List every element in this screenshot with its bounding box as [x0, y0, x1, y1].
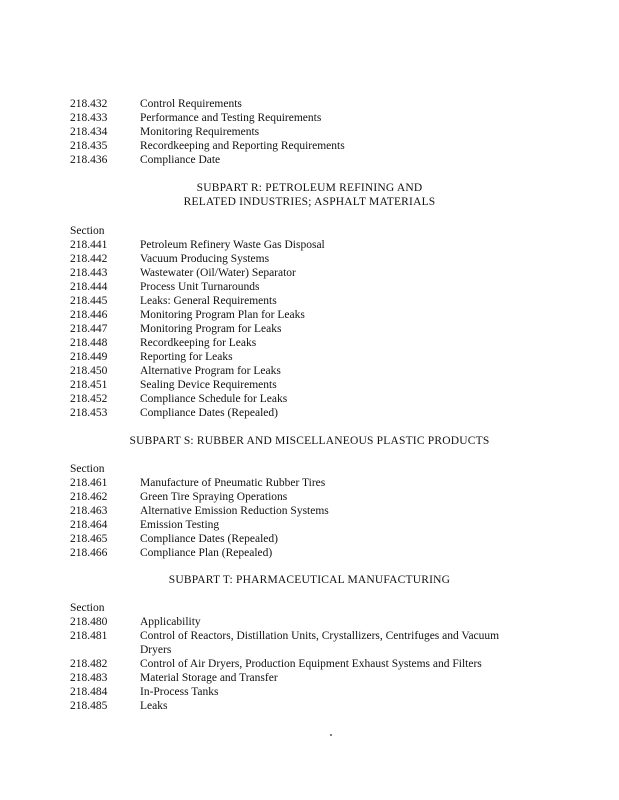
section-number: 218.483 — [70, 672, 108, 684]
section-label: Section — [70, 225, 105, 237]
toc-entry — [70, 392, 287, 406]
toc-entry — [70, 699, 167, 713]
section-number: 218.449 — [70, 351, 108, 363]
section-title: Performance and Testing Requirements — [140, 112, 322, 124]
section-number: 218.447 — [70, 323, 108, 335]
section-title: Manufacture of Pneumatic Rubber Tires — [140, 477, 326, 489]
page-mark — [330, 734, 332, 736]
section-number: 218.484 — [70, 686, 108, 698]
toc-entry — [70, 504, 329, 518]
section-title: Recordkeeping for Leaks — [140, 337, 257, 349]
section-number: 218.443 — [70, 267, 108, 279]
section-title: Material Storage and Transfer — [140, 672, 278, 684]
subpart-heading: SUBPART S: RUBBER AND MISCELLANEOUS PLASTIC PRODUCTS — [129, 435, 490, 447]
section-number: 218.464 — [70, 519, 108, 531]
section-title: Petroleum Refinery Waste Gas Disposal — [140, 239, 325, 251]
subpart-heading-line2: RELATED INDUSTRIES; ASPHALT MATERIALS — [183, 196, 436, 208]
toc-entry — [70, 139, 345, 153]
section-number: 218.481 — [70, 630, 108, 642]
toc-entry — [70, 266, 296, 280]
toc-entry — [70, 685, 219, 699]
section-title: Alternative Emission Reduction Systems — [140, 505, 329, 517]
section-title: Control Requirements — [140, 98, 242, 110]
section-title: Monitoring Program Plan for Leaks — [140, 309, 305, 321]
section-title: Control of Air Dryers, Production Equipment Exhaust Systems and Filters — [140, 658, 482, 670]
toc-entry — [70, 322, 282, 336]
toc-entry — [70, 97, 242, 111]
section-number: 218.445 — [70, 295, 108, 307]
section-title: Sealing Device Requirements — [140, 379, 277, 391]
section-title: Green Tire Spraying Operations — [140, 491, 288, 503]
subpart-heading: SUBPART R: PETROLEUM REFINING AND — [196, 182, 423, 194]
toc-entry — [70, 490, 287, 504]
toc-entry — [70, 125, 259, 139]
toc-entry — [70, 308, 305, 322]
toc-entry — [70, 111, 321, 125]
section-label: Section — [70, 602, 105, 614]
toc-entry — [70, 336, 256, 350]
section-number: 218.463 — [70, 505, 108, 517]
section-number: 218.453 — [70, 407, 108, 419]
section-number: 218.432 — [70, 98, 108, 110]
section-number: 218.462 — [70, 491, 108, 503]
toc-entry — [70, 657, 482, 671]
section-title: Applicability — [140, 616, 201, 628]
section-title: Process Unit Turnarounds — [140, 281, 260, 293]
section-number: 218.434 — [70, 126, 108, 138]
section-number: 218.451 — [70, 379, 108, 391]
toc-entry — [70, 615, 201, 629]
toc-entry — [70, 280, 259, 294]
section-number: 218.461 — [70, 477, 108, 489]
section-title: Leaks: General Requirements — [140, 295, 277, 307]
section-number: 218.435 — [70, 140, 108, 152]
subpart-heading: SUBPART T: PHARMACEUTICAL MANUFACTURING — [168, 574, 451, 586]
section-title: Vacuum Producing Systems — [140, 253, 270, 265]
toc-entry — [70, 350, 233, 364]
section-number: 218.482 — [70, 658, 108, 670]
section-number: 218.442 — [70, 253, 108, 265]
toc-entry — [70, 629, 499, 643]
section-number: 218.436 — [70, 154, 108, 166]
toc-entry — [70, 476, 325, 490]
section-title: Leaks — [140, 700, 168, 712]
section-title: Reporting for Leaks — [140, 351, 233, 363]
toc-entry — [70, 153, 220, 167]
section-number: 218.450 — [70, 365, 108, 377]
section-label: Section — [70, 463, 105, 475]
toc-entry — [70, 518, 219, 532]
toc-entry — [70, 406, 278, 420]
toc-entry — [70, 532, 278, 546]
section-number: 218.446 — [70, 309, 108, 321]
section-number: 218.465 — [70, 533, 108, 545]
section-title: Control of Reactors, Distillation Units, Crystallizers, Centrifuges and Vacuum — [140, 630, 500, 642]
section-title: In-Process Tanks — [140, 686, 219, 698]
section-title: Compliance Dates (Repealed) — [140, 407, 278, 419]
toc-entry — [70, 546, 272, 560]
section-title-continuation: Dryers — [140, 644, 172, 656]
section-title: Compliance Dates (Repealed) — [140, 533, 278, 545]
section-number: 218.444 — [70, 281, 108, 293]
section-title: Wastewater (Oil/Water) Separator — [140, 267, 296, 279]
section-number: 218.485 — [70, 700, 108, 712]
section-number: 218.433 — [70, 112, 108, 124]
section-title: Compliance Plan (Repealed) — [140, 547, 273, 559]
section-number: 218.466 — [70, 547, 108, 559]
section-title: Monitoring Program for Leaks — [140, 323, 282, 335]
section-title: Emission Testing — [140, 519, 220, 531]
toc-entry — [70, 364, 281, 378]
toc-entry — [70, 671, 278, 685]
toc-entry — [70, 378, 277, 392]
toc-entry — [70, 238, 325, 252]
section-title: Recordkeeping and Reporting Requirements — [140, 140, 345, 152]
section-title: Alternative Program for Leaks — [140, 365, 281, 377]
section-title: Monitoring Requirements — [140, 126, 260, 138]
section-number: 218.441 — [70, 239, 108, 251]
section-title: Compliance Schedule for Leaks — [140, 393, 288, 405]
section-number: 218.452 — [70, 393, 108, 405]
toc-entry — [70, 252, 269, 266]
section-number: 218.480 — [70, 616, 108, 628]
toc-entry — [70, 294, 277, 308]
section-number: 218.448 — [70, 337, 108, 349]
section-title: Compliance Date — [140, 154, 221, 166]
